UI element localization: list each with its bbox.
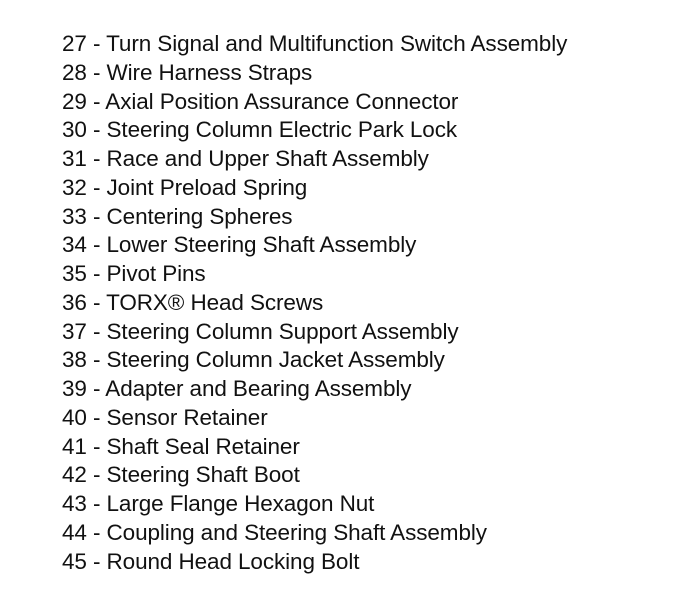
legend-item: 27 - Turn Signal and Multifunction Switch Assembly [62, 31, 568, 56]
parts-legend-list [62, 30, 678, 576]
legend-item: 33 - Centering Spheres [62, 203, 293, 229]
legend-item: 36 - TORX® Head Screws [62, 289, 324, 315]
legend-item: 28 - Wire Harness Straps [62, 59, 313, 85]
legend-item: 41 - Shaft Seal Retainer [62, 433, 300, 459]
legend-item: 45 - Round Head Locking Bolt [62, 548, 360, 574]
legend-item: 32 - Joint Preload Spring [62, 174, 308, 200]
legend-item: 37 - Steering Column Support Assembly [62, 318, 459, 344]
legend-item: 30 - Steering Column Electric Park Lock [62, 117, 458, 143]
legend-item: 40 - Sensor Retainer [62, 404, 268, 430]
legend-item: 42 - Steering Shaft Boot [62, 462, 300, 488]
legend-item: 29 - Axial Position Assurance Connector [62, 88, 459, 114]
legend-item: 34 - Lower Steering Shaft Assembly [62, 232, 417, 258]
legend-item: 31 - Race and Upper Shaft Assembly [62, 146, 429, 171]
legend-item: 43 - Large Flange Hexagon Nut [62, 491, 375, 516]
legend-item: 39 - Adapter and Bearing Assembly [62, 376, 412, 401]
legend-item: 35 - Pivot Pins [62, 261, 206, 286]
legend-item: 44 - Coupling and Steering Shaft Assembly [62, 519, 487, 545]
legend-item: 38 - Steering Column Jacket Assembly [62, 347, 445, 373]
